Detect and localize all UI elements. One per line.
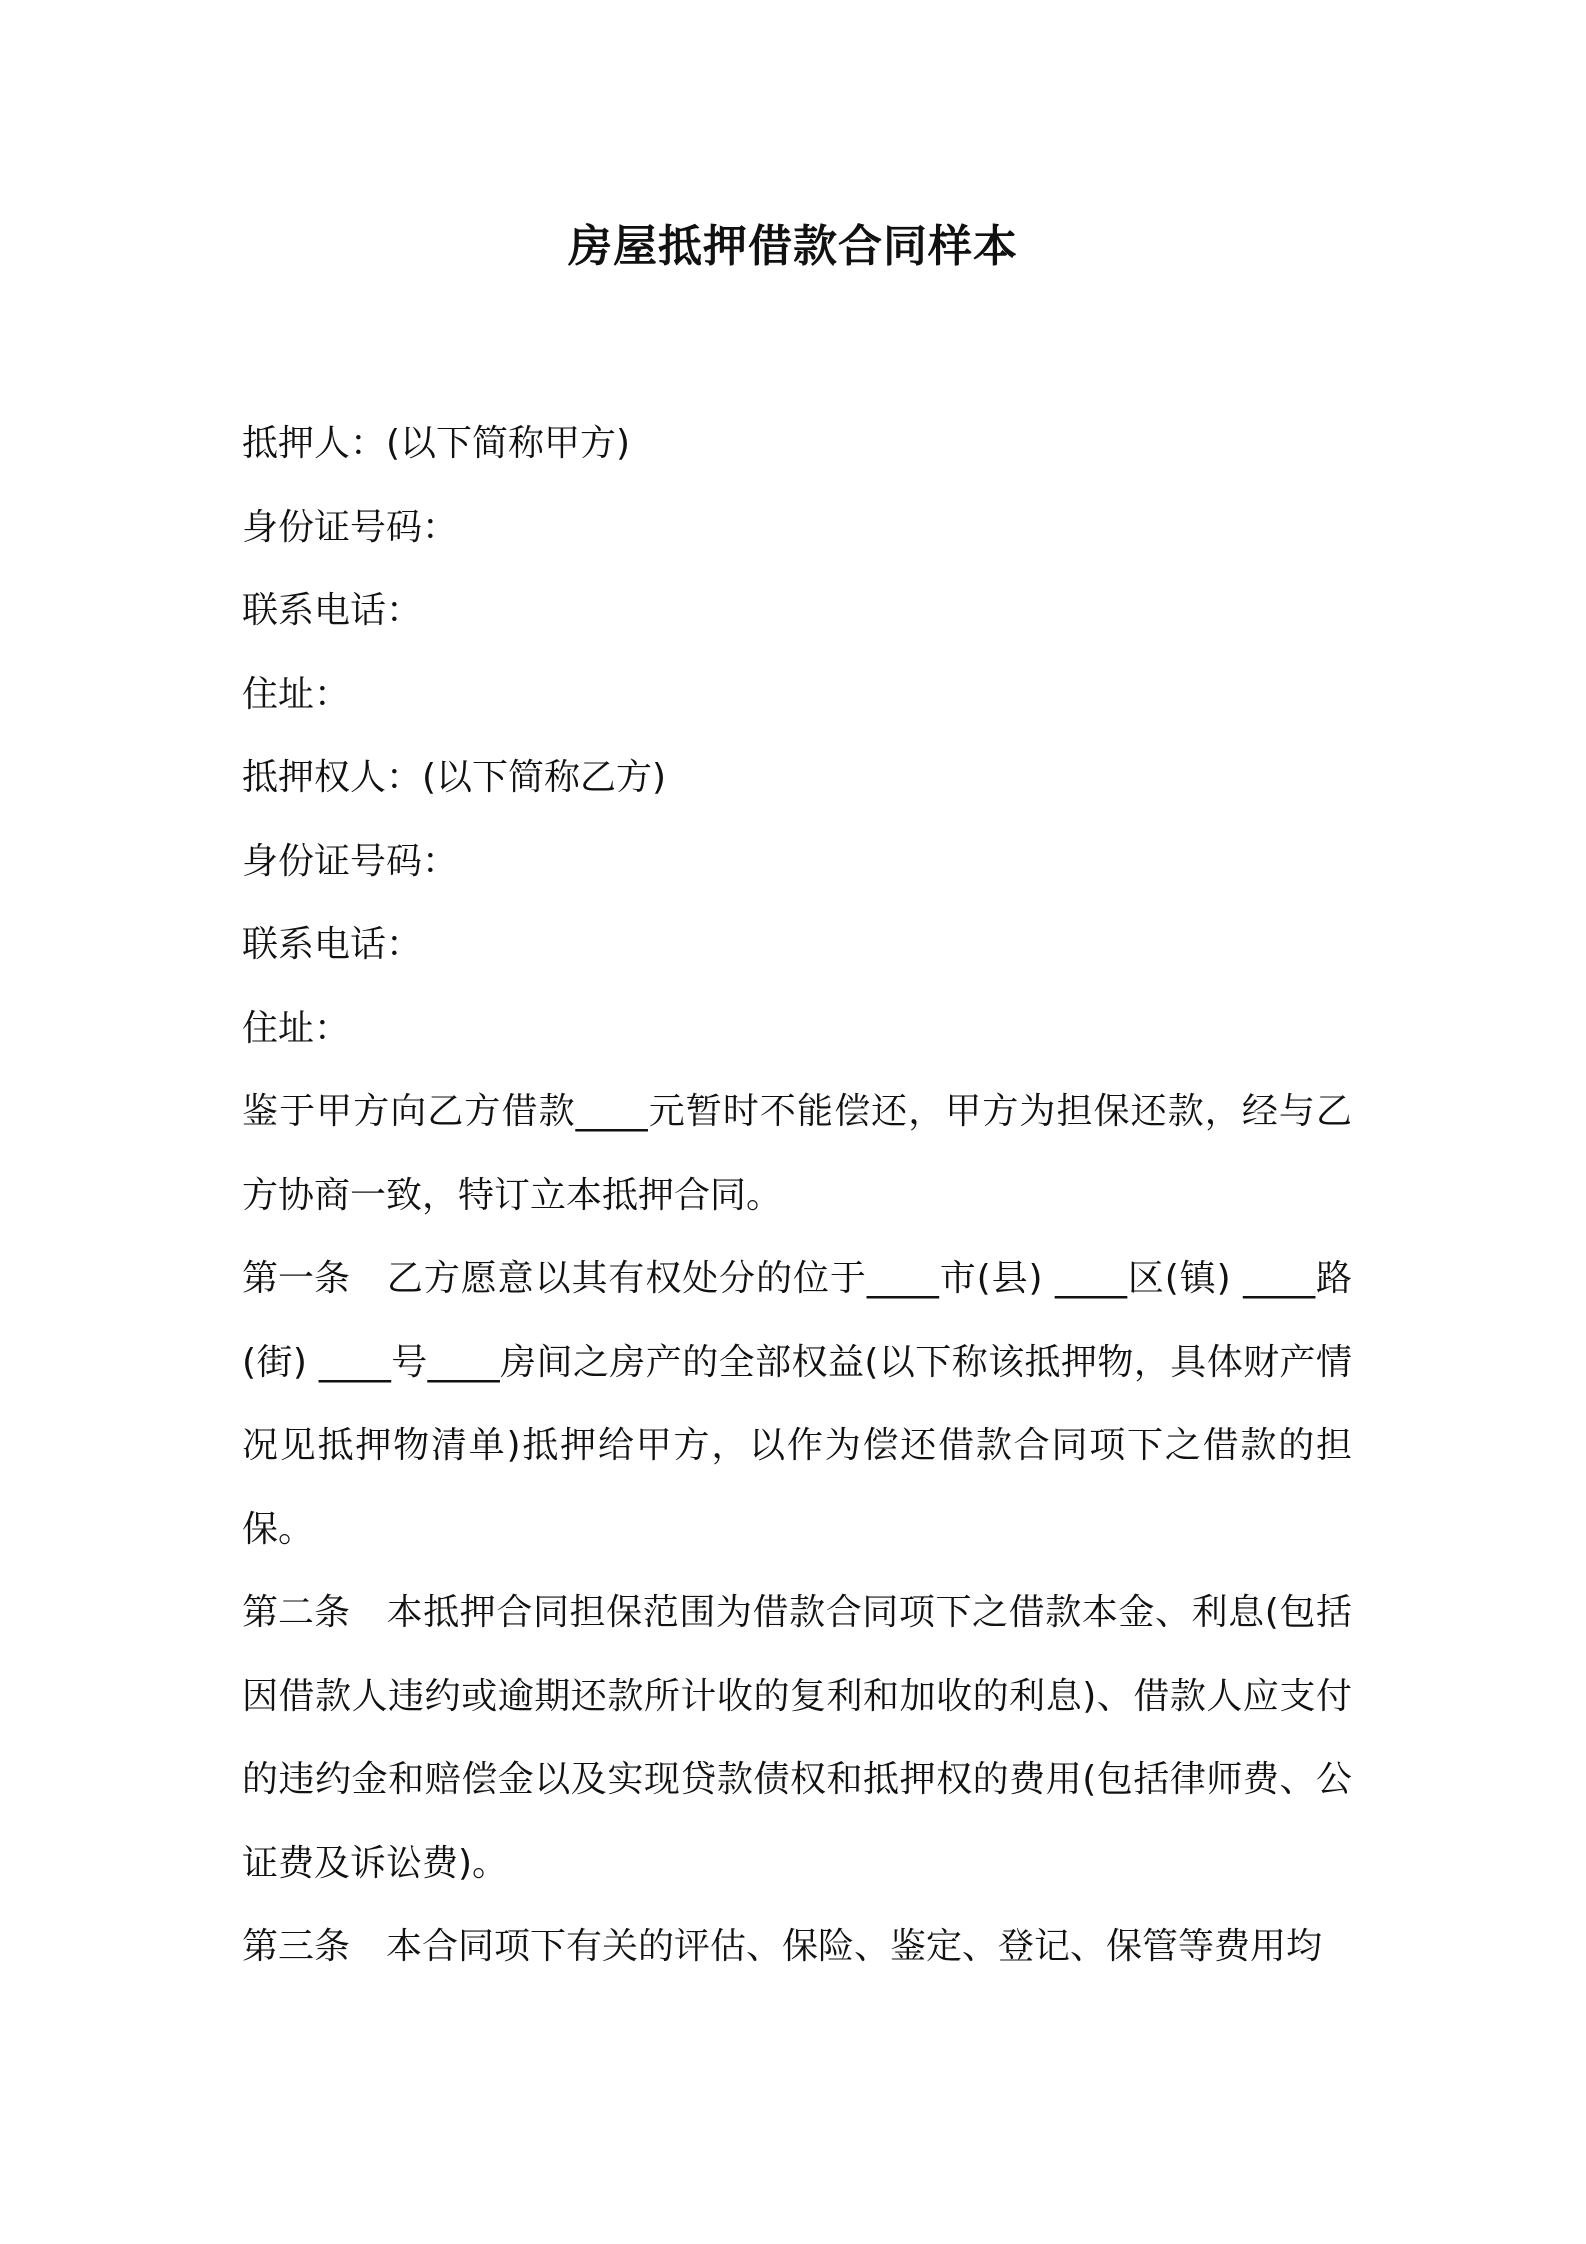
article-1 bbox=[242, 1237, 1352, 1571]
mortgagee-phone: 联系电话： bbox=[242, 924, 423, 965]
article-1-label: 第一条 bbox=[242, 1258, 351, 1299]
article-2 bbox=[242, 1571, 1352, 1905]
mortgagee-address: 住址： bbox=[242, 1007, 351, 1049]
mortgagor-phone: 联系电话： bbox=[242, 590, 423, 631]
article-2-text: 本抵押合同担保范围为借款合同项下之借款本金、利息(包括因借款人违约或逾期还款所计收的复利和加收的利息)、借款人应支付的违约金和赔偿金以及实现贷款债权和抵押权的费用(包括律师费、公证费及诉讼费)。 bbox=[242, 1592, 1352, 1884]
preamble-paragraph: 鉴于甲方向乙方借款____元暂时不能偿还，甲方为担保还款，经与乙方协商一致，特订立本抵押合同。 bbox=[242, 1091, 1352, 1216]
article-3 bbox=[242, 1905, 1352, 1989]
article-3-text: 本合同项下有关的评估、保险、鉴定、登记、保管等费用均 bbox=[386, 1926, 1323, 1967]
mortgagee-id-number: 身份证号码： bbox=[242, 840, 459, 882]
mortgagee-label: 抵押权人：(以下简称乙方) bbox=[242, 757, 667, 798]
mortgagor-id-number: 身份证号码： bbox=[242, 506, 459, 548]
document-body bbox=[242, 402, 1352, 1989]
article-1-text: 乙方愿意以其有权处分的位于____市(县) ____区(镇) ____路(街) ____号____房间之房产的全部权益(以下称该抵押物，具体财产情况见抵押物清单)抵押给甲方，以作为偿还借款合同项下之借款的担保。 bbox=[242, 1258, 1352, 1550]
document-title: 房屋抵押借款合同样本 bbox=[568, 221, 1018, 272]
article-2-label: 第二条 bbox=[242, 1592, 351, 1633]
mortgagor-address: 住址： bbox=[242, 673, 351, 715]
mortgagor-label: 抵押人：(以下简称甲方) bbox=[242, 423, 631, 464]
article-3-label: 第三条 bbox=[242, 1926, 351, 1967]
